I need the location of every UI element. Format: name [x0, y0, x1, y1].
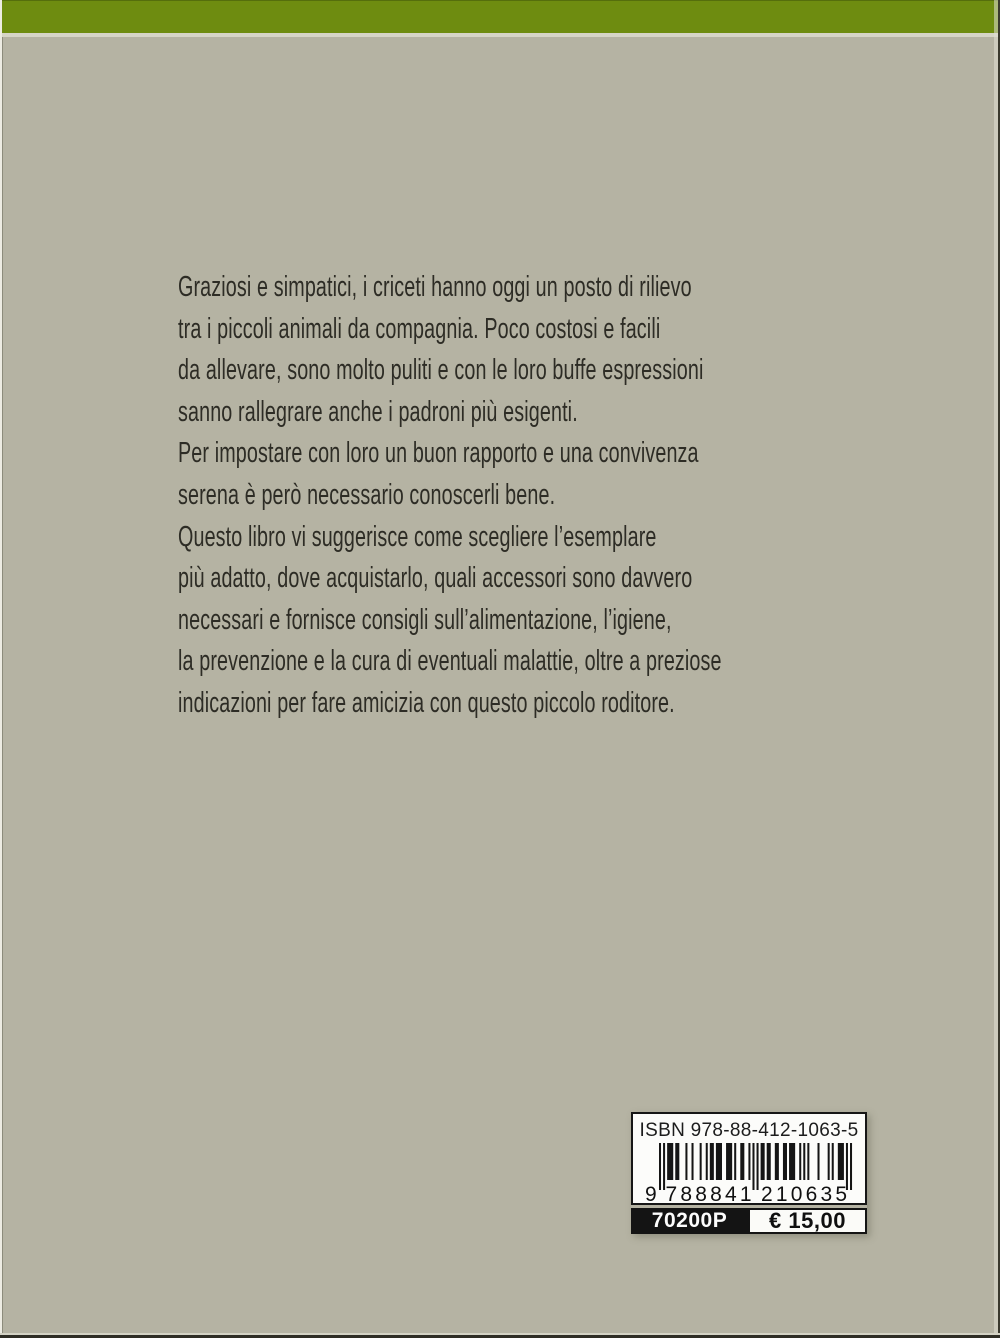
blurb-line: necessari e fornisce consigli sull’alimentazione, l’igiene,	[178, 603, 672, 636]
blurb-line: tra i piccoli animali da compagnia. Poco costosi e facili	[178, 312, 661, 345]
top-green-band	[0, 0, 1000, 34]
blurb-line: Per impostare con loro un buon rapporto e una convivenza	[178, 437, 699, 470]
page-edge-left-dark	[2, 37, 3, 1333]
isbn-price-block	[631, 1112, 867, 1234]
blurb-line: più adatto, dove acquistarlo, quali accessori sono davvero	[178, 562, 693, 595]
blurb-line: la prevenzione e la cura di eventuali malattie, oltre a preziose	[178, 645, 722, 678]
blurb-line: sanno rallegrare anche i padroni più esigenti.	[178, 395, 578, 428]
svg-text:210635: 210635	[761, 1183, 851, 1203]
price-label: € 15,00	[748, 1208, 867, 1234]
svg-text:788841: 788841	[665, 1183, 755, 1203]
blurb-line: Graziosi e simpatici, i criceti hanno oggi un posto di rilievo	[178, 271, 692, 303]
svg-text:9: 9	[645, 1183, 657, 1203]
isbn-label: ISBN 978-88-412-1063-5	[639, 1120, 859, 1141]
sticker-bottom-row	[631, 1208, 867, 1234]
top-band-separator	[0, 33, 1000, 37]
blurb-line: Questo libro vi suggerisce come scegliere l’esemplare	[178, 520, 657, 553]
barcode-panel	[631, 1112, 867, 1205]
ean13-barcode-icon	[645, 1143, 853, 1203]
blurb-line: serena è però necessario conoscerli bene.	[178, 478, 556, 511]
product-code-badge: 70200P	[631, 1208, 748, 1234]
blurb-text	[178, 267, 817, 725]
blurb-line: da allevare, sono molto puliti e con le loro buffe espressioni	[178, 354, 704, 387]
blurb-line: indicazioni per fare amicizia con questo piccolo roditore.	[178, 686, 675, 719]
